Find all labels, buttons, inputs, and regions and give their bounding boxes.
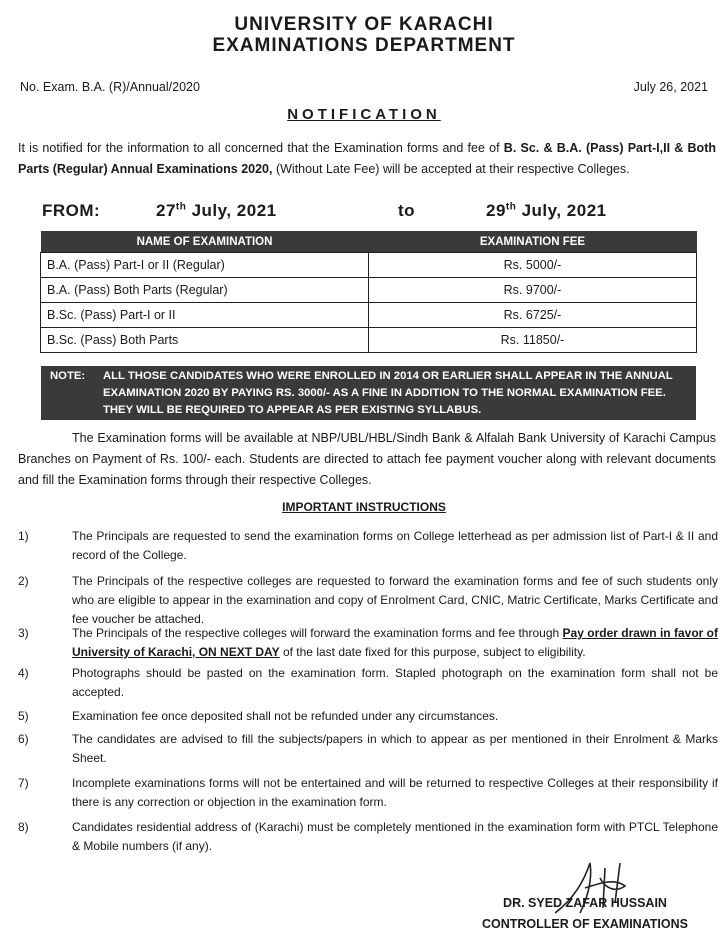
table-row bbox=[41, 303, 697, 328]
university-name: UNIVERSITY OF KARACHI bbox=[234, 14, 494, 35]
exam-name: B.Sc. (Pass) Both Parts bbox=[41, 328, 369, 353]
instruction-item bbox=[18, 818, 718, 856]
to-day: 29 bbox=[486, 201, 506, 220]
from-day: 27 bbox=[156, 201, 176, 220]
from-month: July, 2021 bbox=[186, 201, 277, 220]
instruction-item bbox=[18, 572, 718, 629]
instruction-item bbox=[18, 527, 718, 565]
item-number: 2) bbox=[18, 574, 29, 588]
exam-fee: Rs. 9700/- bbox=[369, 278, 697, 303]
fee-table bbox=[40, 231, 697, 353]
exam-name: B.A. (Pass) Both Parts (Regular) bbox=[41, 278, 369, 303]
to-month: July, 2021 bbox=[516, 201, 607, 220]
from-sup: th bbox=[175, 201, 187, 213]
from-date bbox=[156, 201, 277, 221]
page-title: NOTIFICATION bbox=[287, 106, 441, 123]
reference-number: No. Exam. B.A. (R)/Annual/2020 bbox=[20, 80, 200, 94]
item-text: The Principals are requested to send the examination forms on College letterhead as per admission list of Part-I & II and record of the College. bbox=[72, 529, 718, 562]
intro-bold: B. Sc. & B.A. (Pass) Part-I,II & Both Parts (Regular) Annual Examinations 2020, bbox=[18, 141, 716, 176]
from-label: FROM: bbox=[42, 201, 101, 220]
exam-fee: Rs. 11850/- bbox=[369, 328, 697, 353]
instruction-item bbox=[18, 707, 718, 726]
availability-paragraph: The Examination forms will be available at NBP/UBL/HBL/Sindh Bank & Alfalah Bank University of Karachi Campus Branches on Payment of Rs. 100/- each. Students are directed to attach fee payment voucher along with relevant documents and fill the Examination forms through their respective Colleges. bbox=[18, 431, 716, 487]
notice-date: July 26, 2021 bbox=[633, 80, 708, 94]
note-box bbox=[41, 366, 696, 420]
item-text: Candidates residential address of (Karachi) must be completely mentioned in the examination form with PTCL Telephone & Mobile numbers (if any). bbox=[72, 820, 718, 853]
exam-name: B.A. (Pass) Part-I or II (Regular) bbox=[41, 253, 369, 278]
intro-text-end: (Without Late Fee) will be accepted at their respective Colleges. bbox=[272, 162, 630, 176]
instruction-item bbox=[18, 730, 718, 768]
intro-text: It is notified for the information to all concerned that the Examination forms and fee of bbox=[18, 141, 504, 155]
signatory-title: CONTROLLER OF EXAMINATIONS bbox=[481, 917, 688, 931]
item-number: 3) bbox=[18, 626, 29, 640]
item-text-emphasis: Pay order drawn in favor of University of Karachi, ON NEXT DAY bbox=[72, 626, 718, 659]
column-header: NAME OF EXAMINATION bbox=[41, 231, 369, 253]
item-number: 1) bbox=[18, 529, 29, 543]
exam-name: B.Sc. (Pass) Part-I or II bbox=[41, 303, 369, 328]
item-number: 5) bbox=[18, 709, 29, 723]
instruction-item bbox=[18, 774, 718, 812]
exam-fee: Rs. 5000/- bbox=[369, 253, 697, 278]
table-row bbox=[41, 278, 697, 303]
item-text: The candidates are advised to fill the subjects/papers in which to appear as per mentioned in their Enrolment & Marks Sheet. bbox=[72, 732, 718, 765]
item-number: 6) bbox=[18, 732, 29, 746]
item-number: 7) bbox=[18, 776, 29, 790]
item-number: 8) bbox=[18, 820, 29, 834]
item-text: The Principals of the respective colleges are requested to forward the examination forms and fee of such students only who are eligible to appear in the examination and copy of Enrolment Card, CNIC, Matric Certificate, Marks Certificate and fee voucher be attached. bbox=[72, 574, 718, 626]
to-label: to bbox=[398, 201, 416, 220]
department-name: EXAMINATIONS DEPARTMENT bbox=[212, 35, 516, 56]
table-row bbox=[41, 253, 697, 278]
item-text: Incomplete examinations forms will not be entertained and will be returned to respective Colleges at their responsibility if there is any correction or objection in the examination form. bbox=[72, 776, 718, 809]
table-row bbox=[41, 328, 697, 353]
to-date bbox=[486, 201, 607, 221]
item-number: 4) bbox=[18, 666, 29, 680]
note-text: ALL THOSE CANDIDATES WHO WERE ENROLLED IN 2014 OR EARLIER SHALL APPEAR IN THE ANNUAL EXAMINATION 2020 BY PAYING RS. 3000/- AS A FINE IN ADDITION TO THE NORMAL EXAMINATION FEE. THEY WILL BE REQUIRED TO APPEAR AS PER EXISTING SYLLABUS. bbox=[103, 370, 673, 416]
instruction-item bbox=[18, 664, 718, 702]
signatory-block bbox=[450, 893, 720, 935]
note-label: NOTE: bbox=[50, 370, 86, 382]
to-sup: th bbox=[505, 201, 517, 213]
item-text-post: of the last date fixed for this purpose, subject to eligibility. bbox=[279, 645, 586, 659]
instruction-item bbox=[18, 624, 718, 662]
item-text bbox=[72, 624, 718, 662]
instructions-title: IMPORTANT INSTRUCTIONS bbox=[282, 500, 446, 514]
item-text-pre: The Principals of the respective colleges will forward the examination forms and fee through bbox=[72, 626, 563, 640]
intro-paragraph bbox=[18, 138, 716, 180]
column-header: EXAMINATION FEE bbox=[369, 231, 697, 253]
table-header bbox=[41, 231, 697, 253]
item-text: Photographs should be pasted on the examination form. Stapled photograph on the examination form shall not be accepted. bbox=[72, 666, 718, 699]
signatory-name: DR. SYED ZAFAR HUSSAIN bbox=[503, 896, 667, 910]
exam-fee: Rs. 6725/- bbox=[369, 303, 697, 328]
item-text: Examination fee once deposited shall not be refunded under any circumstances. bbox=[72, 709, 499, 723]
